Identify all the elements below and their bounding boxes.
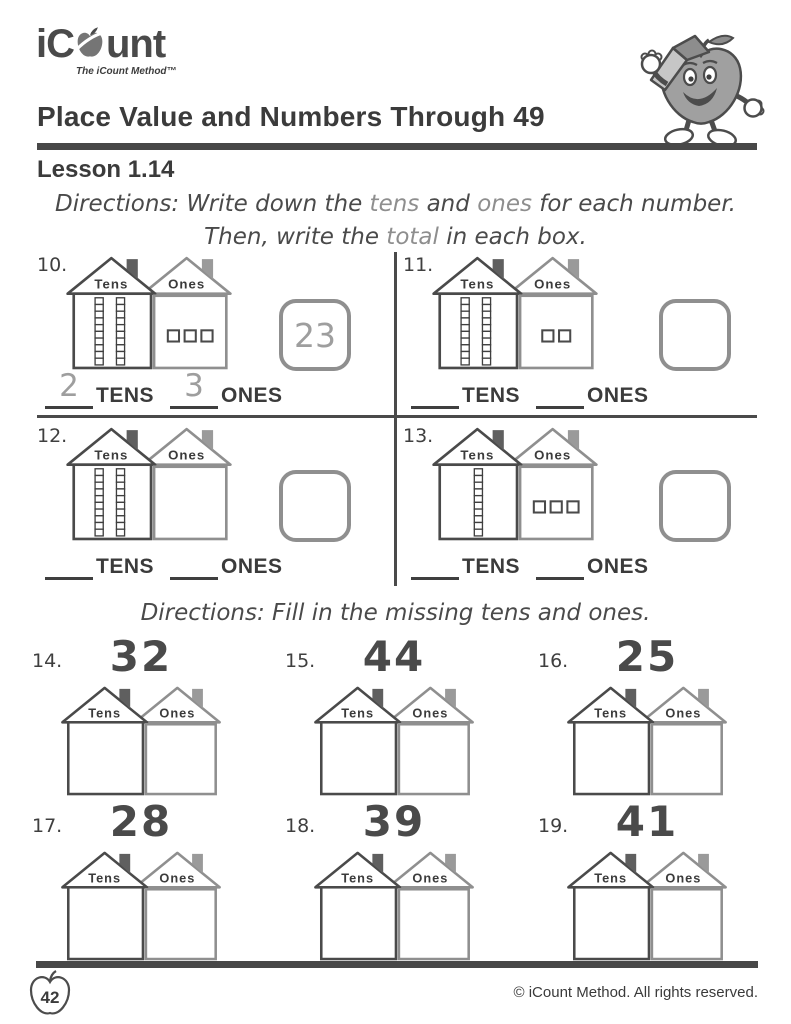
- tens-label: TENS: [462, 555, 521, 578]
- svg-text:Tens: Tens: [460, 276, 495, 292]
- logo-text-start: iC: [36, 22, 74, 66]
- page-number: 42: [40, 988, 60, 1007]
- logo-tagline: The iCount Method™: [76, 66, 177, 77]
- tens-ones-blanks: [411, 368, 665, 409]
- tens-ones-blanks: [45, 539, 299, 580]
- svg-text:Tens: Tens: [594, 870, 628, 886]
- fill-in-problem: [30, 632, 275, 802]
- tens-ones-house: [429, 252, 601, 370]
- apple-mascot-icon: [637, 20, 765, 146]
- svg-text:Tens: Tens: [460, 447, 495, 463]
- fill-in-problem: [30, 797, 275, 967]
- target-number: 28: [109, 797, 173, 846]
- ones-blank: [536, 368, 584, 409]
- svg-text:Tens: Tens: [88, 870, 122, 886]
- icount-logo: [36, 22, 177, 77]
- ones-label: ONES: [221, 555, 283, 578]
- problem-cell: [403, 423, 757, 583]
- apple-page-badge-icon: [25, 969, 75, 1023]
- bottom-problem-row: [30, 797, 761, 967]
- logo-wordmark: [36, 22, 177, 66]
- tens-ones-house: [564, 847, 730, 961]
- target-number: 32: [109, 632, 173, 681]
- problem-cell: [37, 252, 391, 412]
- directions-1-line2: Then, write the total in each box.: [204, 224, 587, 250]
- tens-blank: [411, 368, 459, 409]
- tens-ones-house: [311, 847, 477, 961]
- svg-text:Tens: Tens: [94, 276, 129, 292]
- svg-text:Ones: Ones: [534, 447, 572, 463]
- problem-number: 17.: [32, 815, 63, 837]
- problem-number: 15.: [285, 650, 316, 672]
- problem-number: 19.: [538, 815, 569, 837]
- page-title: Place Value and Numbers Through 49: [37, 101, 545, 132]
- problem-number: 10.: [37, 254, 68, 276]
- directions-1-line1: Directions: Write down the tens and ones for each number.: [55, 191, 736, 217]
- ones-label: ONES: [587, 384, 649, 407]
- svg-text:Tens: Tens: [94, 447, 129, 463]
- problem-number: 12.: [37, 425, 68, 447]
- ones-label: ONES: [587, 555, 649, 578]
- fill-in-problem: [283, 797, 528, 967]
- grid-horizontal-divider: [37, 415, 757, 418]
- svg-text:Ones: Ones: [412, 705, 449, 721]
- problem-number: 16.: [538, 650, 569, 672]
- svg-text:Tens: Tens: [341, 705, 375, 721]
- tens-ones-house: [58, 682, 224, 796]
- svg-text:Ones: Ones: [159, 870, 196, 886]
- ones-blank: 3: [170, 368, 218, 409]
- target-number: 25: [615, 632, 679, 681]
- tens-blank: [45, 539, 93, 580]
- tens-ones-house: [63, 423, 235, 541]
- tens-label: TENS: [462, 384, 521, 407]
- svg-text:Ones: Ones: [159, 705, 196, 721]
- apple-o-icon: [75, 26, 105, 62]
- svg-text:Tens: Tens: [88, 705, 122, 721]
- tens-ones-house: [429, 423, 601, 541]
- tens-blank: 2: [45, 368, 93, 409]
- grid-vertical-divider: [394, 252, 397, 586]
- tens-blank: [411, 539, 459, 580]
- target-number: 41: [615, 797, 679, 846]
- tens-ones-blanks: [45, 368, 299, 409]
- problem-cell: [403, 252, 757, 412]
- problem-cell: [37, 423, 391, 583]
- ones-blank: [536, 539, 584, 580]
- svg-text:Ones: Ones: [412, 870, 449, 886]
- svg-text:Tens: Tens: [341, 870, 375, 886]
- copyright-text: © iCount Method. All rights reserved.: [513, 984, 758, 1001]
- bottom-problem-row: [30, 632, 761, 802]
- total-answer-box: [659, 470, 731, 542]
- svg-text:Ones: Ones: [168, 447, 206, 463]
- svg-text:Ones: Ones: [665, 705, 702, 721]
- target-number: 39: [362, 797, 426, 846]
- ones-label: ONES: [221, 384, 283, 407]
- problem-number: 14.: [32, 650, 63, 672]
- tens-label: TENS: [96, 555, 155, 578]
- directions-1: [0, 188, 791, 254]
- tens-ones-house: [564, 682, 730, 796]
- logo-text-end: unt: [106, 22, 166, 66]
- top-problem-grid: [37, 252, 757, 586]
- title-underline: [37, 143, 757, 150]
- problem-number: 13.: [403, 425, 434, 447]
- directions-2: Directions: Fill in the missing tens and ones.: [140, 600, 651, 626]
- svg-text:Ones: Ones: [534, 276, 572, 292]
- fill-in-problem: [283, 632, 528, 802]
- tens-label: TENS: [96, 384, 155, 407]
- total-answer-box: [279, 470, 351, 542]
- svg-text:Ones: Ones: [665, 870, 702, 886]
- total-answer-box: [659, 299, 731, 371]
- problem-number: 18.: [285, 815, 316, 837]
- problem-number: 11.: [403, 254, 434, 276]
- svg-text:Ones: Ones: [168, 276, 206, 292]
- tens-ones-house: [63, 252, 235, 370]
- lesson-label: Lesson 1.14: [37, 156, 175, 183]
- svg-text:Tens: Tens: [594, 705, 628, 721]
- fill-in-problem: [536, 797, 781, 967]
- ones-blank: [170, 539, 218, 580]
- target-number: 44: [362, 632, 426, 681]
- fill-in-problem: [536, 632, 781, 802]
- total-answer-box: 23: [279, 299, 351, 371]
- tens-ones-house: [311, 682, 477, 796]
- tens-ones-blanks: [411, 539, 665, 580]
- footer-rule: [36, 961, 758, 968]
- tens-ones-house: [58, 847, 224, 961]
